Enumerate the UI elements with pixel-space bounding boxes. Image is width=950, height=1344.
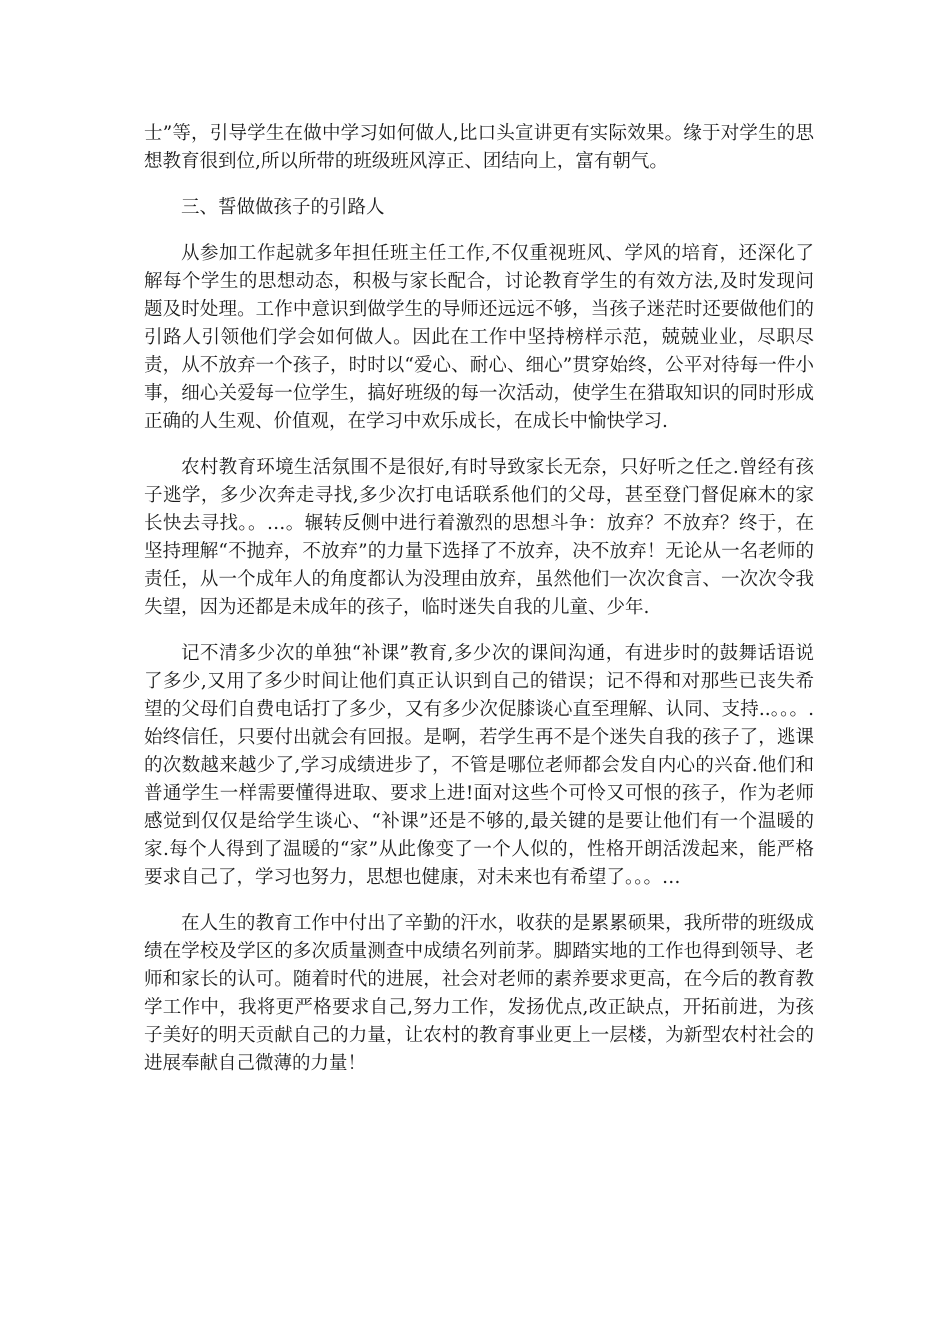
- paragraph-body: 在人生的教育工作中付出了辛勤的汗水，收获的是累累硕果，我所带的班级成绩在学校及学区的多次质量测查中成绩名列前茅。脚踏实地的工作也得到领导、老师和家长的认可。随着时代的进展，社会对老师的素养要求更高，在今后的教育教学工作中，我将更严格要求自己,努力工作，发扬优点,改正缺点，开拓前进，为孩子美好的明天贡献自己的力量，让农村的教育事业更上一层楼，为新型农村社会的进展奉献自己微薄的力量！: [144, 913, 814, 1074]
- paragraph-continuation: 士”等，引导学生在做中学习如何做人,比口头宣讲更有实际效果。缘于对学生的思想教育很到位,所以所带的班级班风淳正、团结向上，富有朝气。: [144, 123, 814, 172]
- paragraph-body: 从参加工作起就多年担任班主任工作,不仅重视班风、学风的培育，还深化了解每个学生的思想动态，积极与家长配合，讨论教育学生的有效方法,及时发现问题及时处理。工作中意识到做学生的导师还远远不够，当孩子迷茫时还要做他们的引路人引领他们学会如何做人。因此在工作中坚持榜样示范，兢兢业业，尽职尽责，从不放弃一个孩子，时时以“爱心、耐心、细心”贯穿始终，公平对待每一件小事，细心关爱每一位学生，搞好班级的每一次活动，使学生在猎取知识的同时形成正确的人生观、价值观，在学习中欢乐成长，在成长中愉快学习.: [144, 243, 814, 432]
- document-page: [144, 120, 814, 1096]
- paragraph-body: 农村教育环境生活氛围不是很好,有时导致家长无奈，只好听之任之.曾经有孩子逃学，多少次奔走寻找,多少次打电话联系他们的父母，甚至登门督促麻木的家长快去寻找。。…。辗转反侧中进行着激烈的思想斗争：放弃？不放弃？终于，在坚持理解“不抛弃，不放弃”的力量下选择了不放弃，决不放弃！无论从一名老师的责任，从一个成年人的角度都认为没理由放弃，虽然他们一次次食言、一次次令我失望，因为还都是未成年的孩子，临时迷失自我的儿童、少年.: [144, 457, 814, 618]
- section-heading: 三、誓做做孩子的引路人: [181, 197, 385, 218]
- paragraph-body: 记不清多少次的单独“补课”教育,多少次的课间沟通，有进步时的鼓舞话语说了多少,又用了多少时间让他们真正认识到自己的错误；记不得和对那些已丧失希望的父母们自费电话打了多少，又有多少次促膝谈心直至理解、认同、支持..。。。.始终信任，只要付出就会有回报。是啊，若学生再不是个迷失自我的孩子了，逃课的次数越来越少了,学习成绩进步了，不管是哪位老师都会发自内心的兴奋.他们和普通学生一样需要懂得进取、要求上进!面对这些个可怜又可恨的孩子，作为老师感觉到仅仅是给学生谈心、“补课”还是不够的,最关键的是要让他们有一个温暖的家.每个人得到了温暖的“家”从此像变了一个人似的，性格开朗活泼起来，能严格要求自己了，学习也努力，思想也健康，对未来也有希望了。。。…: [144, 643, 814, 888]
